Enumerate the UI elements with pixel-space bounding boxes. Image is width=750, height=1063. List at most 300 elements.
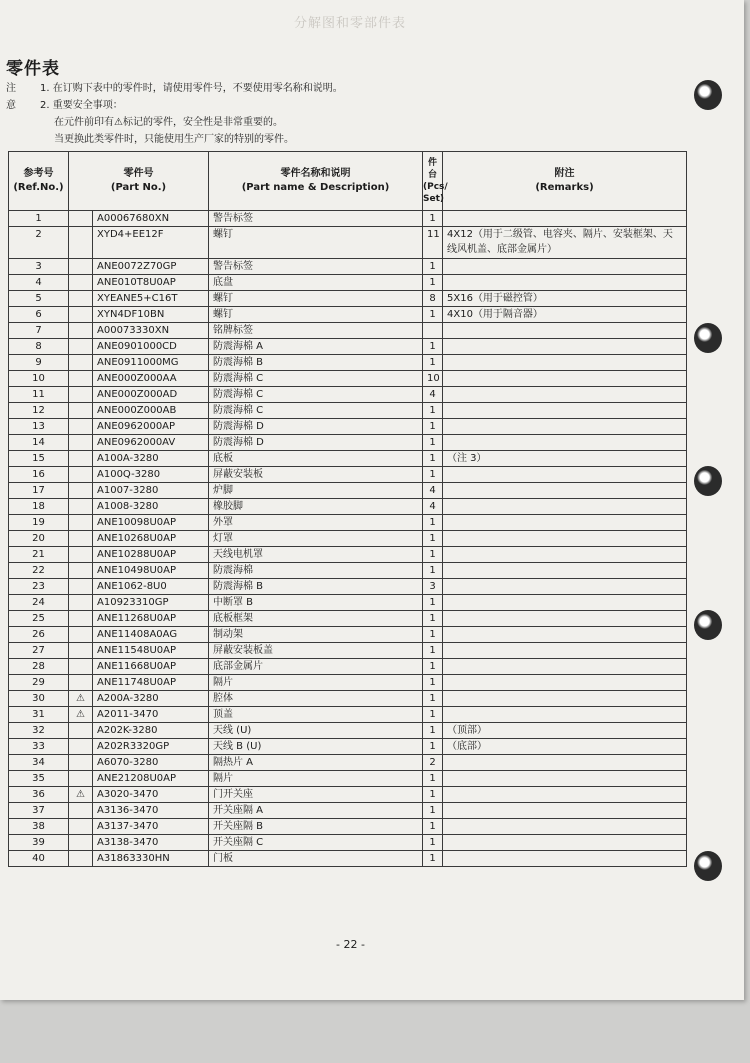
quantity-cell: 1 xyxy=(423,803,443,819)
description-cell: 顶盖 xyxy=(209,707,423,723)
remarks-cell xyxy=(443,691,687,707)
table-row xyxy=(9,355,687,371)
quantity-cell: 1 xyxy=(423,339,443,355)
ref-cell: 38 xyxy=(9,819,69,835)
safety-warning-icon: ⚠ xyxy=(69,787,93,803)
description-cell: 螺钉 xyxy=(209,291,423,307)
quantity-cell: 1 xyxy=(423,691,443,707)
description-cell: 天线 (U) xyxy=(209,723,423,739)
part-number-cell: ANE10288U0AP xyxy=(93,547,209,563)
quantity-cell xyxy=(423,323,443,339)
header-qty: 件 台 (Pcs/ Set) xyxy=(423,152,443,211)
description-cell: 底部金属片 xyxy=(209,659,423,675)
remarks-cell xyxy=(443,643,687,659)
table-row xyxy=(9,371,687,387)
quantity-cell: 1 xyxy=(423,851,443,867)
part-number-cell: A100A-3280 xyxy=(93,451,209,467)
quantity-cell: 1 xyxy=(423,259,443,275)
safety-warning-icon xyxy=(69,595,93,611)
part-number-cell: ANE0962000AV xyxy=(93,435,209,451)
ref-cell: 4 xyxy=(9,275,69,291)
part-number-cell: ANE11748U0AP xyxy=(93,675,209,691)
safety-warning-icon xyxy=(69,675,93,691)
quantity-cell: 1 xyxy=(423,451,443,467)
part-number-cell: ANE11548U0AP xyxy=(93,643,209,659)
part-number-cell: A3020-3470 xyxy=(93,787,209,803)
table-row xyxy=(9,515,687,531)
part-number-cell: ANE11268U0AP xyxy=(93,611,209,627)
description-cell: 底板框架 xyxy=(209,611,423,627)
table-row xyxy=(9,803,687,819)
ref-cell: 23 xyxy=(9,579,69,595)
safety-warning-icon xyxy=(69,403,93,419)
remarks-cell xyxy=(443,803,687,819)
quantity-cell: 1 xyxy=(423,771,443,787)
safety-warning-icon xyxy=(69,419,93,435)
safety-warning-icon xyxy=(69,579,93,595)
table-header-row xyxy=(9,152,687,211)
description-cell: 防震海棉 D xyxy=(209,419,423,435)
part-number-cell: A3137-3470 xyxy=(93,819,209,835)
quantity-cell: 1 xyxy=(423,659,443,675)
description-cell: 天线 B (U) xyxy=(209,739,423,755)
ref-cell: 9 xyxy=(9,355,69,371)
part-number-cell: ANE0901000CD xyxy=(93,339,209,355)
table-row xyxy=(9,723,687,739)
page-title: 零件表 xyxy=(6,59,60,79)
ref-cell: 39 xyxy=(9,835,69,851)
remarks-cell xyxy=(443,787,687,803)
table-row xyxy=(9,819,687,835)
safety-warning-icon xyxy=(69,307,93,323)
header-ref: 参考号 (Ref.No.) xyxy=(9,152,69,211)
remarks-cell xyxy=(443,515,687,531)
description-cell: 橡胶脚 xyxy=(209,499,423,515)
ref-cell: 25 xyxy=(9,611,69,627)
safety-warning-icon xyxy=(69,483,93,499)
part-number-cell: A00067680XN xyxy=(93,211,209,227)
page-number: - 22 - xyxy=(336,938,365,951)
remarks-cell xyxy=(443,675,687,691)
quantity-cell: 2 xyxy=(423,755,443,771)
table-row xyxy=(9,307,687,323)
quantity-cell: 3 xyxy=(423,579,443,595)
description-cell: 隔片 xyxy=(209,675,423,691)
safety-warning-icon xyxy=(69,563,93,579)
part-number-cell: A6070-3280 xyxy=(93,755,209,771)
safety-warning-icon xyxy=(69,499,93,515)
table-row xyxy=(9,579,687,595)
description-cell: 灯罩 xyxy=(209,531,423,547)
safety-warning-icon xyxy=(69,291,93,307)
safety-warning-icon xyxy=(69,259,93,275)
binder-hole xyxy=(694,323,722,353)
header-description: 零件名称和说明 (Part name & Description) xyxy=(209,152,423,211)
part-number-cell: A3138-3470 xyxy=(93,835,209,851)
safety-warning-icon xyxy=(69,771,93,787)
table-row xyxy=(9,323,687,339)
binder-hole xyxy=(694,80,722,110)
remarks-cell xyxy=(443,323,687,339)
quantity-cell: 10 xyxy=(423,371,443,387)
table-row xyxy=(9,547,687,563)
table-row xyxy=(9,563,687,579)
description-cell: 门板 xyxy=(209,851,423,867)
description-cell: 制动架 xyxy=(209,627,423,643)
quantity-cell: 4 xyxy=(423,483,443,499)
description-cell: 防震海棉 B xyxy=(209,579,423,595)
table-row xyxy=(9,835,687,851)
ref-cell: 21 xyxy=(9,547,69,563)
quantity-cell: 1 xyxy=(423,627,443,643)
ref-cell: 7 xyxy=(9,323,69,339)
ref-cell: 13 xyxy=(9,419,69,435)
description-cell: 中断罩 B xyxy=(209,595,423,611)
description-cell: 屏蔽安装板 xyxy=(209,467,423,483)
description-cell: 开关座隔 A xyxy=(209,803,423,819)
quantity-cell: 8 xyxy=(423,291,443,307)
description-cell: 警告标签 xyxy=(209,259,423,275)
remarks-cell xyxy=(443,435,687,451)
safety-warning-icon xyxy=(69,611,93,627)
remarks-cell: 4X10（用于隔音器） xyxy=(443,307,687,323)
safety-warning-icon xyxy=(69,355,93,371)
description-cell: 天线电机罩 xyxy=(209,547,423,563)
description-cell: 防震海棉 C xyxy=(209,387,423,403)
remarks-cell xyxy=(443,771,687,787)
part-number-cell: ANE0962000AP xyxy=(93,419,209,435)
safety-warning-icon xyxy=(69,371,93,387)
part-number-cell: ANE000Z000AA xyxy=(93,371,209,387)
ref-cell: 28 xyxy=(9,659,69,675)
table-row xyxy=(9,771,687,787)
part-number-cell: XYEANE5+C16T xyxy=(93,291,209,307)
remarks-cell: （顶部） xyxy=(443,723,687,739)
remarks-cell: （底部） xyxy=(443,739,687,755)
table-row xyxy=(9,499,687,515)
part-number-cell: A1007-3280 xyxy=(93,483,209,499)
safety-warning-icon xyxy=(69,643,93,659)
ref-cell: 36 xyxy=(9,787,69,803)
note-line: 2. 重要安全事项： xyxy=(40,100,123,111)
safety-warning-icon xyxy=(69,547,93,563)
safety-warning-icon xyxy=(69,723,93,739)
safety-warning-icon xyxy=(69,659,93,675)
part-number-cell: ANE000Z000AD xyxy=(93,387,209,403)
part-number-cell: ANE10098U0AP xyxy=(93,515,209,531)
description-cell: 腔体 xyxy=(209,691,423,707)
part-number-cell: ANE11408A0AG xyxy=(93,627,209,643)
ref-cell: 24 xyxy=(9,595,69,611)
safety-warning-icon xyxy=(69,739,93,755)
ref-cell: 5 xyxy=(9,291,69,307)
remarks-cell xyxy=(443,707,687,723)
ref-cell: 32 xyxy=(9,723,69,739)
binder-hole xyxy=(694,610,722,640)
remarks-cell xyxy=(443,851,687,867)
table-row xyxy=(9,483,687,499)
safety-warning-icon xyxy=(69,755,93,771)
safety-warning-icon xyxy=(69,515,93,531)
quantity-cell: 1 xyxy=(423,739,443,755)
table-row xyxy=(9,659,687,675)
table-row xyxy=(9,707,687,723)
ref-cell: 18 xyxy=(9,499,69,515)
part-number-cell: ANE21208U0AP xyxy=(93,771,209,787)
part-number-cell: A10923310GP xyxy=(93,595,209,611)
table-row xyxy=(9,755,687,771)
ref-cell: 35 xyxy=(9,771,69,787)
part-number-cell: A2011-3470 xyxy=(93,707,209,723)
ref-cell: 31 xyxy=(9,707,69,723)
safety-warning-icon xyxy=(69,851,93,867)
safety-warning-icon xyxy=(69,435,93,451)
description-cell: 铭牌标签 xyxy=(209,323,423,339)
safety-warning-icon xyxy=(69,211,93,227)
remarks-cell xyxy=(443,371,687,387)
description-cell: 屏蔽安装板盖 xyxy=(209,643,423,659)
safety-warning-icon xyxy=(69,835,93,851)
ref-cell: 1 xyxy=(9,211,69,227)
remarks-cell xyxy=(443,627,687,643)
quantity-cell: 1 xyxy=(423,275,443,291)
remarks-cell xyxy=(443,419,687,435)
description-cell: 防震海棉 C xyxy=(209,371,423,387)
quantity-cell: 1 xyxy=(423,403,443,419)
quantity-cell: 1 xyxy=(423,835,443,851)
description-cell: 开关座隔 C xyxy=(209,835,423,851)
ref-cell: 15 xyxy=(9,451,69,467)
table-row xyxy=(9,627,687,643)
quantity-cell: 1 xyxy=(423,819,443,835)
quantity-cell: 1 xyxy=(423,515,443,531)
remarks-cell xyxy=(443,547,687,563)
safety-warning-icon: ⚠ xyxy=(69,707,93,723)
note-line: 在元件前印有⚠标记的零件，安全性是非常重要的。 xyxy=(54,117,283,128)
part-number-cell: ANE1062-8U0 xyxy=(93,579,209,595)
ref-cell: 37 xyxy=(9,803,69,819)
safety-warning-icon xyxy=(69,467,93,483)
ref-cell: 19 xyxy=(9,515,69,531)
quantity-cell: 1 xyxy=(423,787,443,803)
description-cell: 开关座隔 B xyxy=(209,819,423,835)
quantity-cell: 1 xyxy=(423,675,443,691)
quantity-cell: 1 xyxy=(423,419,443,435)
description-cell: 外罩 xyxy=(209,515,423,531)
quantity-cell: 1 xyxy=(423,211,443,227)
ref-cell: 8 xyxy=(9,339,69,355)
part-number-cell: A00073330XN xyxy=(93,323,209,339)
ref-cell: 12 xyxy=(9,403,69,419)
remarks-cell xyxy=(443,659,687,675)
remarks-cell xyxy=(443,211,687,227)
table-row xyxy=(9,675,687,691)
remarks-cell xyxy=(443,355,687,371)
quantity-cell: 4 xyxy=(423,499,443,515)
part-number-cell: ANE11668U0AP xyxy=(93,659,209,675)
table-row xyxy=(9,419,687,435)
parts-table xyxy=(8,151,687,867)
part-number-cell: ANE0072Z70GP xyxy=(93,259,209,275)
quantity-cell: 1 xyxy=(423,307,443,323)
quantity-cell: 4 xyxy=(423,387,443,403)
remarks-cell xyxy=(443,339,687,355)
ref-cell: 16 xyxy=(9,467,69,483)
remarks-cell xyxy=(443,499,687,515)
remarks-cell xyxy=(443,819,687,835)
description-cell: 防震海棉 D xyxy=(209,435,423,451)
header-part: 零件号 (Part No.) xyxy=(69,152,209,211)
description-cell: 隔片 xyxy=(209,771,423,787)
safety-warning-icon xyxy=(69,323,93,339)
table-row xyxy=(9,339,687,355)
table-row xyxy=(9,387,687,403)
quantity-cell: 1 xyxy=(423,435,443,451)
bleed-through-text: 分解图和零部件表 xyxy=(293,16,406,31)
table-row xyxy=(9,851,687,867)
quantity-cell: 1 xyxy=(423,643,443,659)
ref-cell: 30 xyxy=(9,691,69,707)
safety-warning-icon xyxy=(69,451,93,467)
table-row xyxy=(9,739,687,755)
part-number-cell: XYD4+EE12F xyxy=(93,227,209,259)
part-number-cell: ANE000Z000AB xyxy=(93,403,209,419)
description-cell: 底盘 xyxy=(209,275,423,291)
safety-warning-icon xyxy=(69,531,93,547)
description-cell: 底板 xyxy=(209,451,423,467)
quantity-cell: 1 xyxy=(423,595,443,611)
ref-cell: 33 xyxy=(9,739,69,755)
table-row xyxy=(9,275,687,291)
description-cell: 防震海棉 xyxy=(209,563,423,579)
remarks-cell xyxy=(443,579,687,595)
remarks-cell xyxy=(443,483,687,499)
note-line: 当更换此类零件时，只能使用生产厂家的特别的零件。 xyxy=(54,134,294,145)
ref-cell: 40 xyxy=(9,851,69,867)
part-number-cell: ANE10268U0AP xyxy=(93,531,209,547)
table-row xyxy=(9,435,687,451)
table-row xyxy=(9,467,687,483)
binder-hole xyxy=(694,466,722,496)
safety-warning-icon xyxy=(69,339,93,355)
ref-cell: 22 xyxy=(9,563,69,579)
ref-cell: 17 xyxy=(9,483,69,499)
description-cell: 警告标签 xyxy=(209,211,423,227)
description-cell: 炉脚 xyxy=(209,483,423,499)
part-number-cell: ANE0911000MG xyxy=(93,355,209,371)
ref-cell: 27 xyxy=(9,643,69,659)
remarks-cell: 5X16（用于磁控管） xyxy=(443,291,687,307)
note-line: 1. 在订购下表中的零件时，请使用零件号，不要使用零名称和说明。 xyxy=(40,83,343,94)
quantity-cell: 1 xyxy=(423,355,443,371)
table-row xyxy=(9,643,687,659)
remarks-cell xyxy=(443,835,687,851)
part-number-cell: A202R3320GP xyxy=(93,739,209,755)
table-row xyxy=(9,403,687,419)
table-row xyxy=(9,211,687,227)
binder-hole xyxy=(694,851,722,881)
part-number-cell: ANE10498U0AP xyxy=(93,563,209,579)
table-row xyxy=(9,259,687,275)
quantity-cell: 1 xyxy=(423,547,443,563)
quantity-cell: 1 xyxy=(423,707,443,723)
table-row xyxy=(9,291,687,307)
description-cell: 防震海棉 B xyxy=(209,355,423,371)
part-number-cell: A200A-3280 xyxy=(93,691,209,707)
ref-cell: 6 xyxy=(9,307,69,323)
safety-warning-icon xyxy=(69,819,93,835)
remarks-cell xyxy=(443,387,687,403)
remarks-cell xyxy=(443,611,687,627)
header-remarks: 附注 (Remarks) xyxy=(443,152,687,211)
table-row xyxy=(9,451,687,467)
table-row xyxy=(9,595,687,611)
description-cell: 螺钉 xyxy=(209,307,423,323)
part-number-cell: A1008-3280 xyxy=(93,499,209,515)
table-row xyxy=(9,787,687,803)
remarks-cell xyxy=(443,259,687,275)
remarks-cell xyxy=(443,595,687,611)
safety-warning-icon: ⚠ xyxy=(69,691,93,707)
remarks-cell xyxy=(443,275,687,291)
ref-cell: 34 xyxy=(9,755,69,771)
remarks-cell xyxy=(443,563,687,579)
notes-label: 注意 xyxy=(6,83,16,111)
safety-warning-icon xyxy=(69,803,93,819)
safety-warning-icon xyxy=(69,275,93,291)
quantity-cell: 1 xyxy=(423,611,443,627)
remarks-cell: （注 3） xyxy=(443,451,687,467)
safety-warning-icon xyxy=(69,387,93,403)
ref-cell: 20 xyxy=(9,531,69,547)
part-number-cell: A31863330HN xyxy=(93,851,209,867)
ref-cell: 2 xyxy=(9,227,69,259)
ref-cell: 10 xyxy=(9,371,69,387)
remarks-cell xyxy=(443,531,687,547)
part-number-cell: A3136-3470 xyxy=(93,803,209,819)
ref-cell: 11 xyxy=(9,387,69,403)
description-cell: 防震海棉 C xyxy=(209,403,423,419)
quantity-cell: 1 xyxy=(423,723,443,739)
ref-cell: 3 xyxy=(9,259,69,275)
description-cell: 隔热片 A xyxy=(209,755,423,771)
quantity-cell: 1 xyxy=(423,531,443,547)
quantity-cell: 1 xyxy=(423,467,443,483)
remarks-cell xyxy=(443,755,687,771)
table-row xyxy=(9,227,687,259)
ref-cell: 29 xyxy=(9,675,69,691)
part-number-cell: ANE010T8U0AP xyxy=(93,275,209,291)
remarks-cell xyxy=(443,403,687,419)
part-number-cell: A100Q-3280 xyxy=(93,467,209,483)
remarks-cell: 4X12（用于二级管、电容夹、隔片、安装框架、天线风机盖、底部金属片） xyxy=(443,227,687,259)
remarks-cell xyxy=(443,467,687,483)
part-number-cell: XYN4DF10BN xyxy=(93,307,209,323)
safety-warning-icon xyxy=(69,627,93,643)
description-cell: 螺钉 xyxy=(209,227,423,259)
quantity-cell: 1 xyxy=(423,563,443,579)
table-row xyxy=(9,691,687,707)
table-row xyxy=(9,611,687,627)
description-cell: 防震海棉 A xyxy=(209,339,423,355)
part-number-cell: A202K-3280 xyxy=(93,723,209,739)
table-row xyxy=(9,531,687,547)
quantity-cell: 11 xyxy=(423,227,443,259)
ref-cell: 14 xyxy=(9,435,69,451)
safety-warning-icon xyxy=(69,227,93,259)
description-cell: 门开关座 xyxy=(209,787,423,803)
ref-cell: 26 xyxy=(9,627,69,643)
